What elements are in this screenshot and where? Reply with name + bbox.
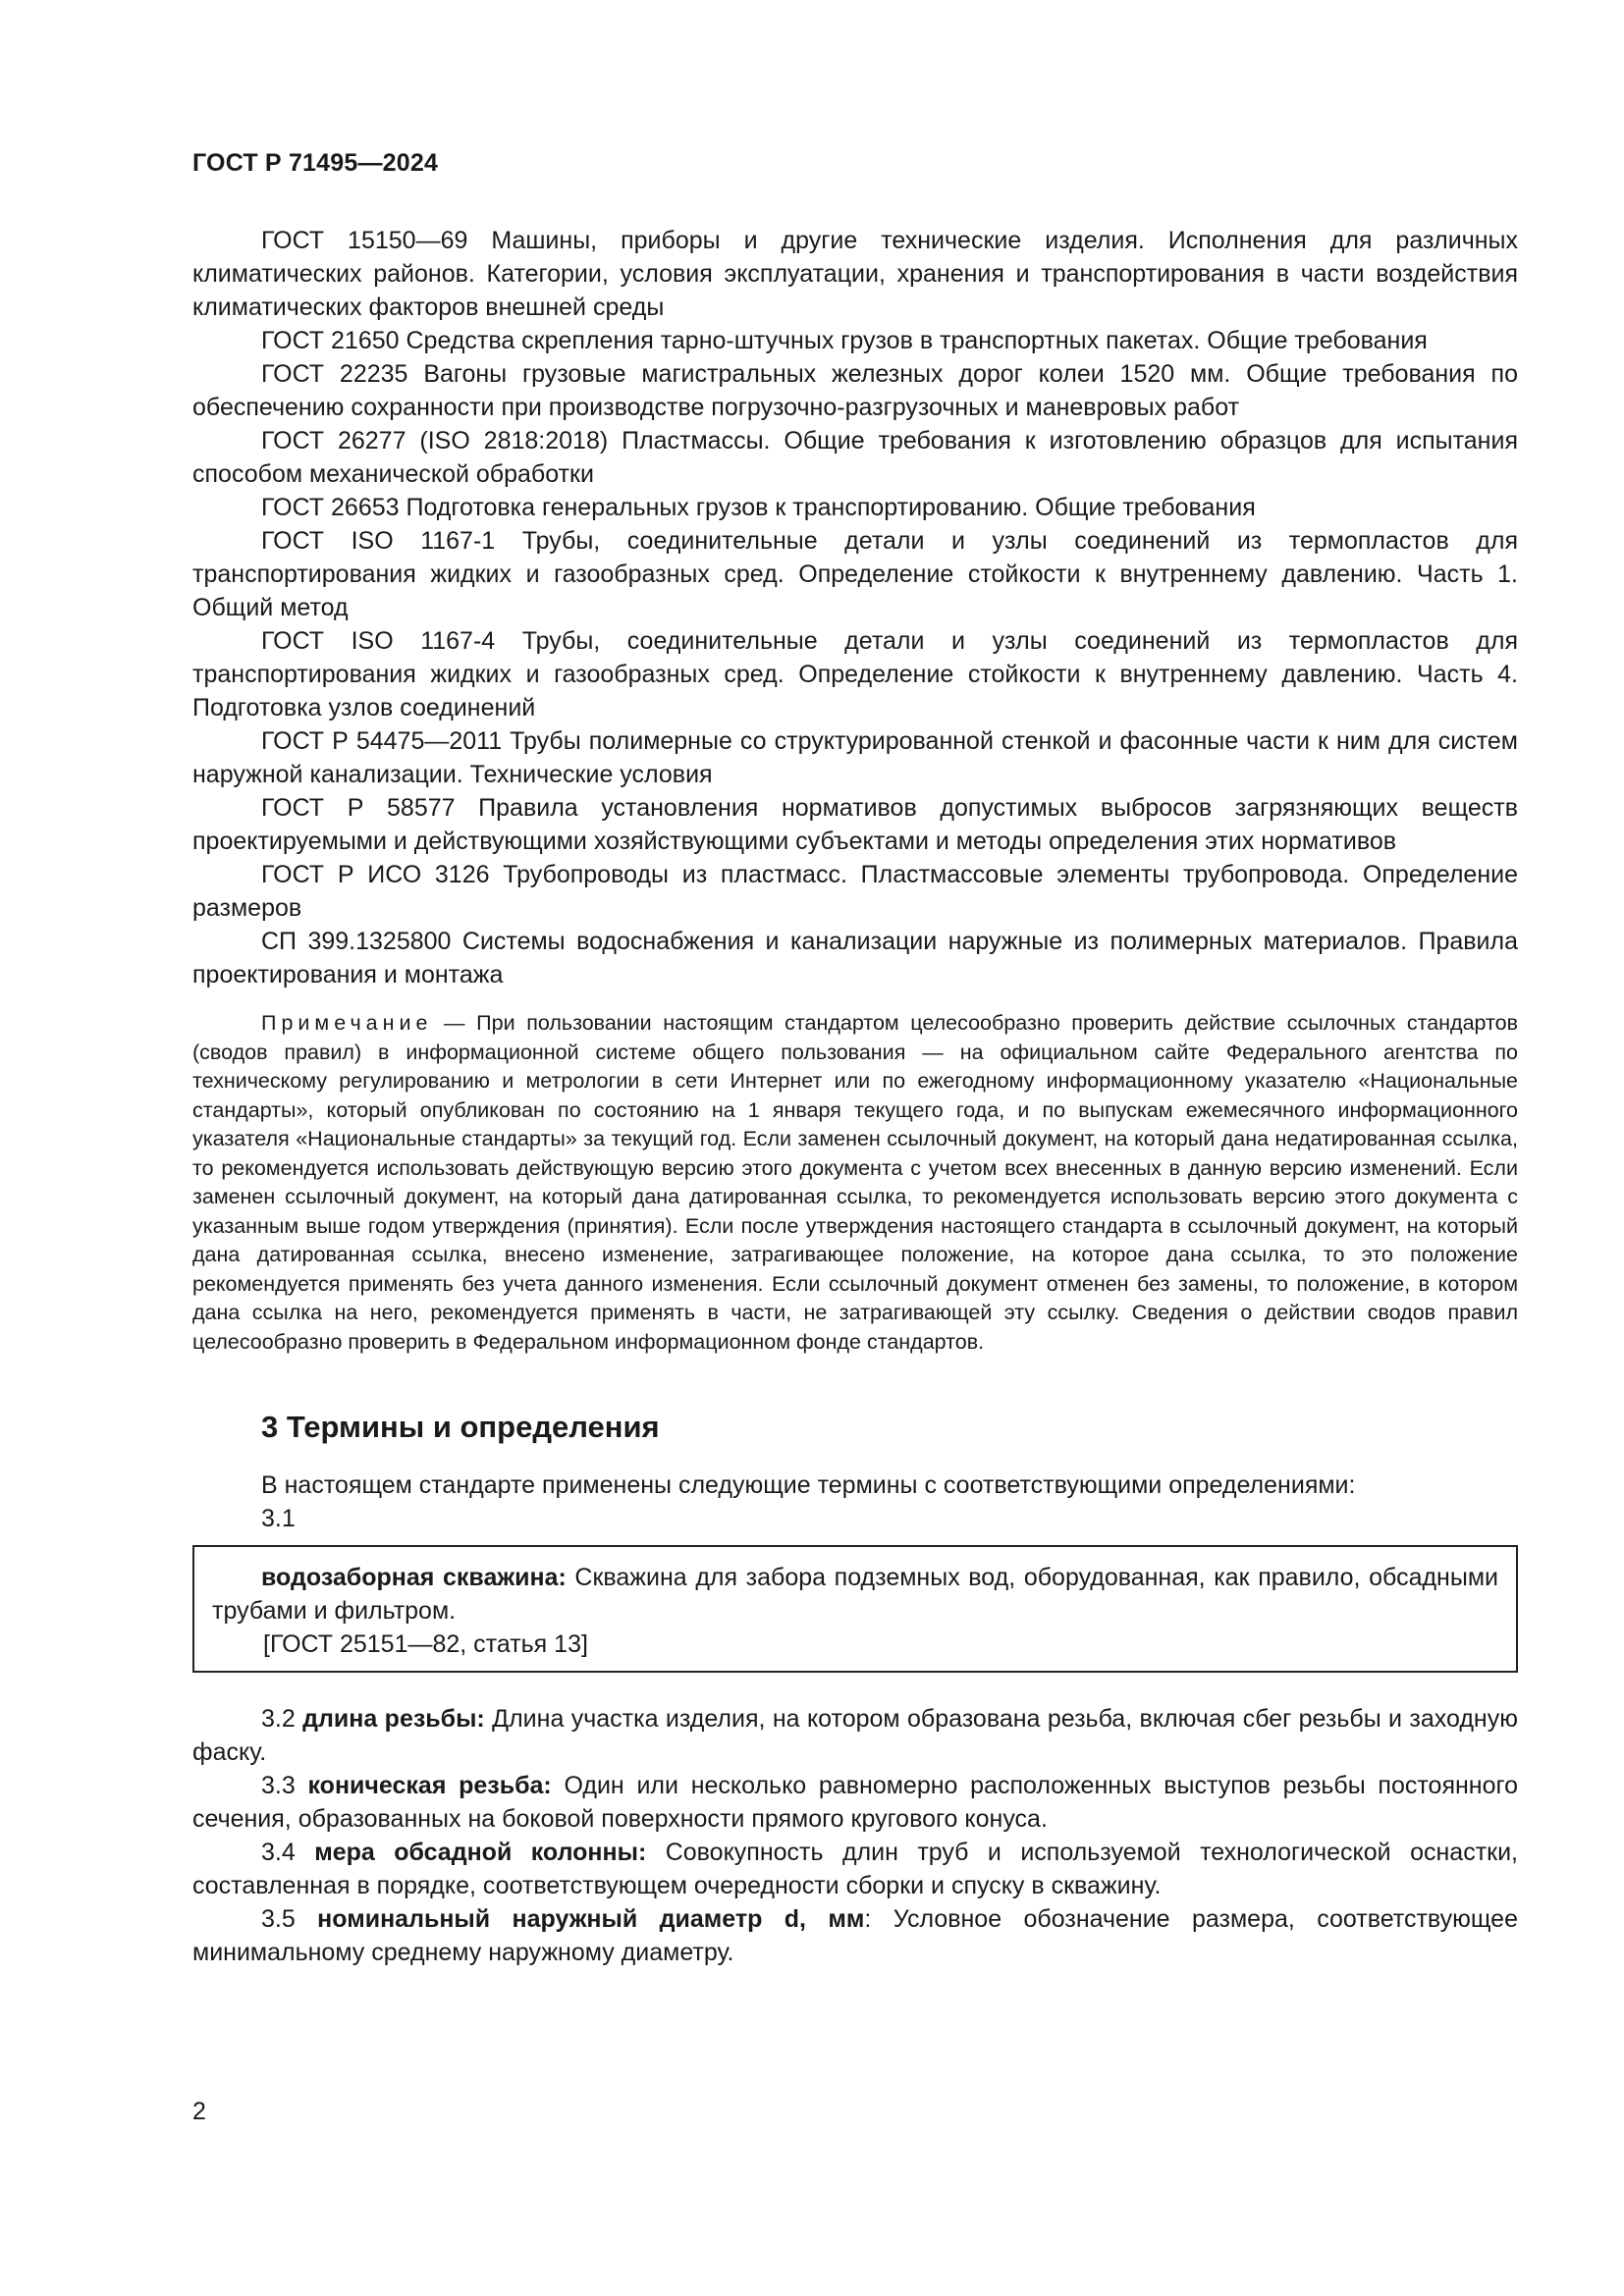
reference-item: ГОСТ Р 54475—2011 Трубы полимерные со структурированной стенкой и фасонные части к ним для систем наружной канализации. Технические условия — [192, 727, 1518, 788]
term-name: коническая резьба: — [307, 1772, 552, 1799]
boxed-term-definition — [212, 1561, 1498, 1628]
note-paragraph — [192, 1009, 1518, 1357]
term-source: [ГОСТ 25151—82, статья 13] — [263, 1630, 588, 1658]
reference-item: ГОСТ Р ИСО 3126 Трубопроводы из пластмасс. Пластмассовые элементы трубопровода. Определение размеров — [192, 861, 1518, 922]
reference-item: ГОСТ ISO 1167-4 Трубы, соединительные детали и узлы соединений из термопластов для транспортирования жидких и газообразных сред. Определение стойкости к внутреннему давлению. Часть 4. Подготовка узлов соединений — [192, 627, 1518, 721]
term-number: 3.5 — [261, 1905, 296, 1933]
term-definition: Совокупность длин труб и используемой технологической оснастки, составленная в порядке, соответствующем очередности сборки и спуску в скважину. — [192, 1839, 1518, 1899]
document-header: ГОСТ Р 71495—2024 — [192, 149, 439, 177]
term-definition: : Условное обозначение размера, соответствующее минимальному среднему наружному диаметру. — [192, 1905, 1518, 1966]
term-name: водозаборная скважина: — [261, 1564, 567, 1591]
section-title: 3 Термины и определения — [261, 1410, 660, 1444]
note-text: — При пользовании настоящим стандартом целесообразно проверить действие ссылочных стандартов (сводов правил) в информационной системе общего пользования — на официальном сайте Федерального агентства по техническому регулированию и метрологии в сети Интернет или по ежегодному информационному указателю «Национальные стандарты», который опубликован по состоянию на 1 января текущего года, и по выпускам ежемесячного информационного указателя «Национальные стандарты» за текущий год. Если заменен ссылочный документ, на который дана недатированная ссылка, то рекомендуется использовать действующую версию этого документа с учетом всех внесенных в данную версию изменений. Если заменен ссылочный документ, на который дана датированная ссылка, то рекомендуется использовать версию этого документа с указанным выше годом утверждения (принятия). Если после утверждения настоящего стандарта в ссылочный документ, на который дана датированная ссылка, внесено изменение, затрагивающее положение, на которое дана ссылка, то это положение рекомендуется применять без учета данного изменения. Если ссылочный документ отменен без замены, то положение, в котором дана ссылка на него, рекомендуется применять в части, не затрагивающей эту ссылку. Сведения о действии сводов правил целесообразно проверить в Федеральном информационном фонде стандартов. — [192, 1011, 1518, 1354]
term-number: 3.3 — [261, 1772, 296, 1799]
page-body — [192, 224, 1518, 1969]
term-name: мера обсадной колонны: — [314, 1839, 647, 1866]
reference-item: ГОСТ 21650 Средства скрепления тарно-штучных грузов в транспортных пакетах. Общие требования — [261, 327, 1428, 354]
term-entry — [192, 1769, 1518, 1836]
reference-item: ГОСТ 26277 (ISO 2818:2018) Пластмассы. Общие требования к изготовлению образцов для испытания способом механической обработки — [192, 427, 1518, 488]
term-definition: Скважина для забора подземных вод, оборудованная, как правило, обсадными трубами и фильтром. — [212, 1564, 1498, 1625]
reference-item: ГОСТ Р 58577 Правила установления нормативов допустимых выбросов загрязняющих веществ проектируемыми и действующими хозяйствующими субъектами и методы определения этих нормативов — [192, 794, 1518, 855]
term-number: 3.1 — [261, 1505, 296, 1532]
section-intro: В настоящем стандарте применены следующие термины с соответствующими определениями: — [261, 1471, 1356, 1499]
page-number: 2 — [192, 2098, 206, 2125]
term-entry — [192, 1702, 1518, 1769]
term-entry — [192, 1902, 1518, 1969]
term-name: номинальный наружный диаметр d, мм — [317, 1905, 865, 1933]
term-definition: Один или несколько равномерно расположенных выступов резьбы постоянного сечения, образованных на боковой поверхности прямого кругового конуса. — [192, 1772, 1518, 1833]
reference-item: ГОСТ ISO 1167-1 Трубы, соединительные детали и узлы соединений из термопластов для транспортирования жидких и газообразных сред. Определение стойкости к внутреннему давлению. Часть 1. Общий метод — [192, 527, 1518, 621]
term-entry — [192, 1836, 1518, 1902]
reference-item: СП 399.1325800 Системы водоснабжения и канализации наружные из полимерных материалов. Правила проектирования и монтажа — [192, 928, 1518, 988]
term-number: 3.2 — [261, 1705, 296, 1733]
boxed-term — [192, 1545, 1518, 1673]
note-label: Примечание — [261, 1011, 433, 1035]
normative-references-list — [192, 224, 1518, 991]
reference-item: ГОСТ 22235 Вагоны грузовые магистральных железных дорог колеи 1520 мм. Общие требования по обеспечению сохранности при производстве погрузочно-разгрузочных и маневровых работ — [192, 360, 1518, 421]
term-name: длина резьбы: — [302, 1705, 485, 1733]
reference-item: ГОСТ 15150—69 Машины, приборы и другие технические изделия. Исполнения для различных климатических районов. Категории, условия эксплуатации, хранения и транспортирования в части воздействия климатических факторов внешней среды — [192, 227, 1518, 321]
reference-item: ГОСТ 26653 Подготовка генеральных грузов к транспортированию. Общие требования — [261, 494, 1256, 521]
terms-list — [192, 1702, 1518, 1969]
term-number: 3.4 — [261, 1839, 296, 1866]
term-definition: Длина участка изделия, на котором образована резьба, включая сбег резьбы и заходную фаску. — [192, 1705, 1518, 1766]
